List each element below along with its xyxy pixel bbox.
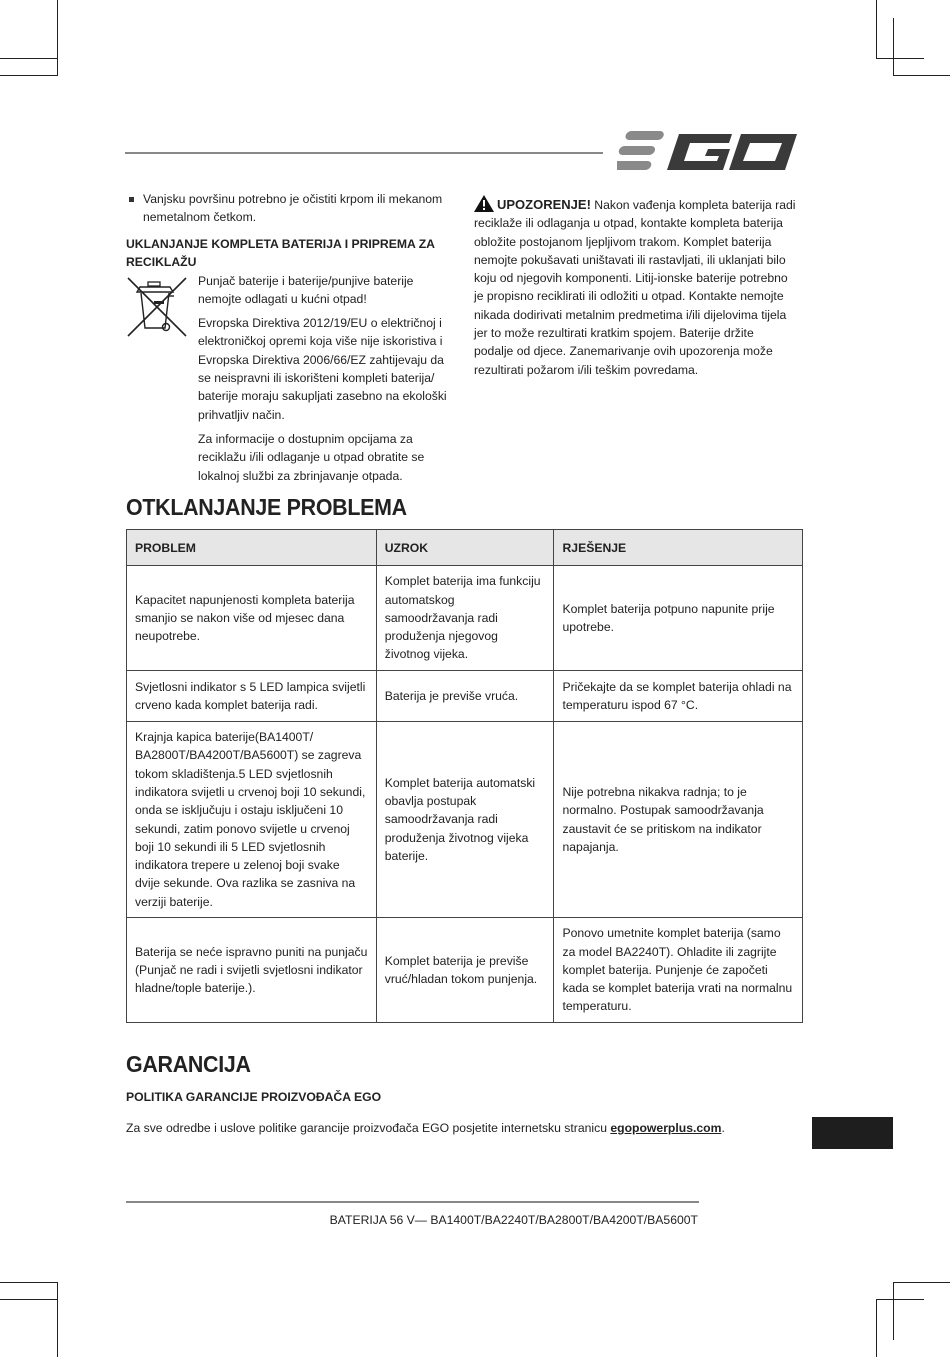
crossed-out-wheelie-bin-icon xyxy=(126,274,190,338)
ego-logo xyxy=(617,130,802,172)
header-solution: RJEŠENJE xyxy=(554,530,803,566)
cell-solution: Komplet baterija potpuno napunite prije upotrebe. xyxy=(554,566,803,671)
cell-problem: Krajnja kapica baterije(BA1400T/ BA2800T/BA4200T/BA5600T) se zagreva tokom skladištenja.5 LED svjetlosnih indikatora svijetli u crvenoj boji 10 sekundi, onda se isključuju i ostaju isključeni 10 sekundi, zatim ponovo svijetle u crvenoj boji 10 sekundi ili 5 LED svjetlosnih indikatora trepere u zelenoj boji svake dvije sekunde. Ova razlika se zasniva na verziji baterije. xyxy=(127,722,377,918)
footer-text: BATERIJA 56 V— BA1400T/BA2240T/BA2800T/BA4200T/BA5600T xyxy=(329,1213,698,1227)
header-cause: UZROK xyxy=(376,530,554,566)
crop-mark xyxy=(57,1282,58,1357)
crop-mark xyxy=(57,0,58,76)
warranty-text xyxy=(126,1121,725,1135)
troubleshooting-table xyxy=(126,529,803,1023)
cell-cause: Komplet baterija automatski obavlja postupak samoodržavanja radi produženja životnog vijeka baterije. xyxy=(376,722,554,918)
table-row xyxy=(127,722,803,918)
cell-solution: Ponovo umetnite komplet baterija (samo za model BA2240T). Ohladite ili zagrijte komplet baterija. Punjenje će započeti kada se komplet baterija vrati na normalnu temperaturu. xyxy=(554,918,803,1023)
page-tab-marker xyxy=(812,1117,893,1149)
warranty-text-end: . xyxy=(721,1121,725,1135)
recycle-paragraph: Za informacije o dostupnim opcijama za reciklažu i/ili odlaganje u otpad obratite se lokalnoj službi za zbrinjavanje otpada. xyxy=(198,431,425,483)
warning-text: Nakon vađenja kompleta baterija radi reciklaže ili odlaganja u otpad, kontakte kompleta baterija obložite postojanom ljepljivom trakom. Komplet baterija nemojte pokušavati uništavati ili rastavljati, ili uklanjati bilo koju od njegovih komponenti. Litij-ionske baterije potrebno je propisno reciklirati ili odložiti u otpad. Kontakte nemojte nikada dodirivati metalnim predmetima i/ili dijelovima tijela jer to može rezultirati kratkim spojem. Baterije držite podalje od djece. Zanemarivanje ovih upozorenja može rezultirati požarom i/ili teškim povredama. xyxy=(474,198,796,377)
warning-block xyxy=(474,195,796,379)
cleaning-bullet xyxy=(126,190,456,227)
section-title: UKLANJANJE KOMPLETA BATERIJA I PRIPREMA ZA RECIKLAŽU xyxy=(126,236,435,269)
cell-cause: Komplet baterija ima funkciju automatskog samoodržavanja radi produženja njegovog životnog vijeka. xyxy=(376,566,554,671)
recycle-paragraph: Punjač baterije i baterije/punjive baterije nemojte odlagati u kućni otpad! xyxy=(198,273,414,306)
warranty-subtitle: POLITIKA GARANCIJE PROIZVOĐAČA EGO xyxy=(126,1090,382,1104)
bullet-square-icon xyxy=(129,197,134,202)
crop-mark xyxy=(893,18,894,76)
cell-cause: Baterija je previše vruća. xyxy=(376,671,554,722)
crop-mark xyxy=(893,75,950,76)
crop-mark xyxy=(0,1282,57,1283)
troubleshooting-title: OTKLANJANJE PROBLEMA xyxy=(126,494,407,520)
cell-problem: Baterija se neće ispravno puniti na punjaču (Punjač ne radi i svijetli svjetlosni indikator hladne/tople baterije.). xyxy=(127,918,377,1023)
warranty-link[interactable]: egopowerplus.com xyxy=(610,1121,722,1135)
crop-mark xyxy=(0,1299,57,1300)
recycle-block xyxy=(126,272,456,485)
crop-mark xyxy=(876,0,877,58)
crop-mark xyxy=(876,58,924,59)
bullet-text: Vanjsku površinu potrebno je očistiti krpom ili mekanom nemetalnom četkom. xyxy=(143,192,443,225)
crop-mark xyxy=(0,75,57,76)
footer-rule xyxy=(126,1201,699,1203)
header-rule xyxy=(125,152,603,154)
header-problem: PROBLEM xyxy=(127,530,377,566)
crop-mark xyxy=(893,1282,950,1283)
cell-cause: Komplet baterija je previše vruć/hladan tokom punjenja. xyxy=(376,918,554,1023)
table-row xyxy=(127,671,803,722)
crop-mark xyxy=(0,58,57,59)
table-row xyxy=(127,918,803,1023)
cell-solution: Nije potrebna nikakva radnja; to je normalno. Postupak samoodržavanja zaustavit će se pritiskom na indikator napajanja. xyxy=(554,722,803,918)
warranty-text-body: Za sve odredbe i uslove politike garancije proizvođača EGO posjetite internetsku stranicu xyxy=(126,1121,611,1135)
table-header-row xyxy=(127,530,803,566)
left-column xyxy=(126,190,456,491)
crop-mark xyxy=(876,1299,877,1357)
recycle-paragraph: Evropska Direktiva 2012/19/EU o električnoj i elektroničkoj opremi koja više nije iskoristiva i Evropska Direktiva 2006/66/EZ zahtijevaju da se neispravni ili iskorišteni kompleti baterija/ baterije moraju sakupljati zasebno na ekološki prihvatljiv način. xyxy=(198,316,447,422)
table-row xyxy=(127,566,803,671)
warning-triangle-icon xyxy=(474,195,494,212)
warning-label: UPOZORENJE! xyxy=(497,197,591,212)
cell-problem: Kapacitet napunjenosti kompleta baterija smanjio se nakon više od mjesec dana neupotrebe. xyxy=(127,566,377,671)
crop-mark xyxy=(893,1282,894,1340)
warranty-title: GARANCIJA xyxy=(126,1051,251,1077)
crop-mark xyxy=(876,1299,924,1300)
cell-problem: Svjetlosni indikator s 5 LED lampica svijetli crveno kada komplet baterija radi. xyxy=(127,671,377,722)
cell-solution: Pričekajte da se komplet baterija ohladi na temperaturu ispod 67 °C. xyxy=(554,671,803,722)
